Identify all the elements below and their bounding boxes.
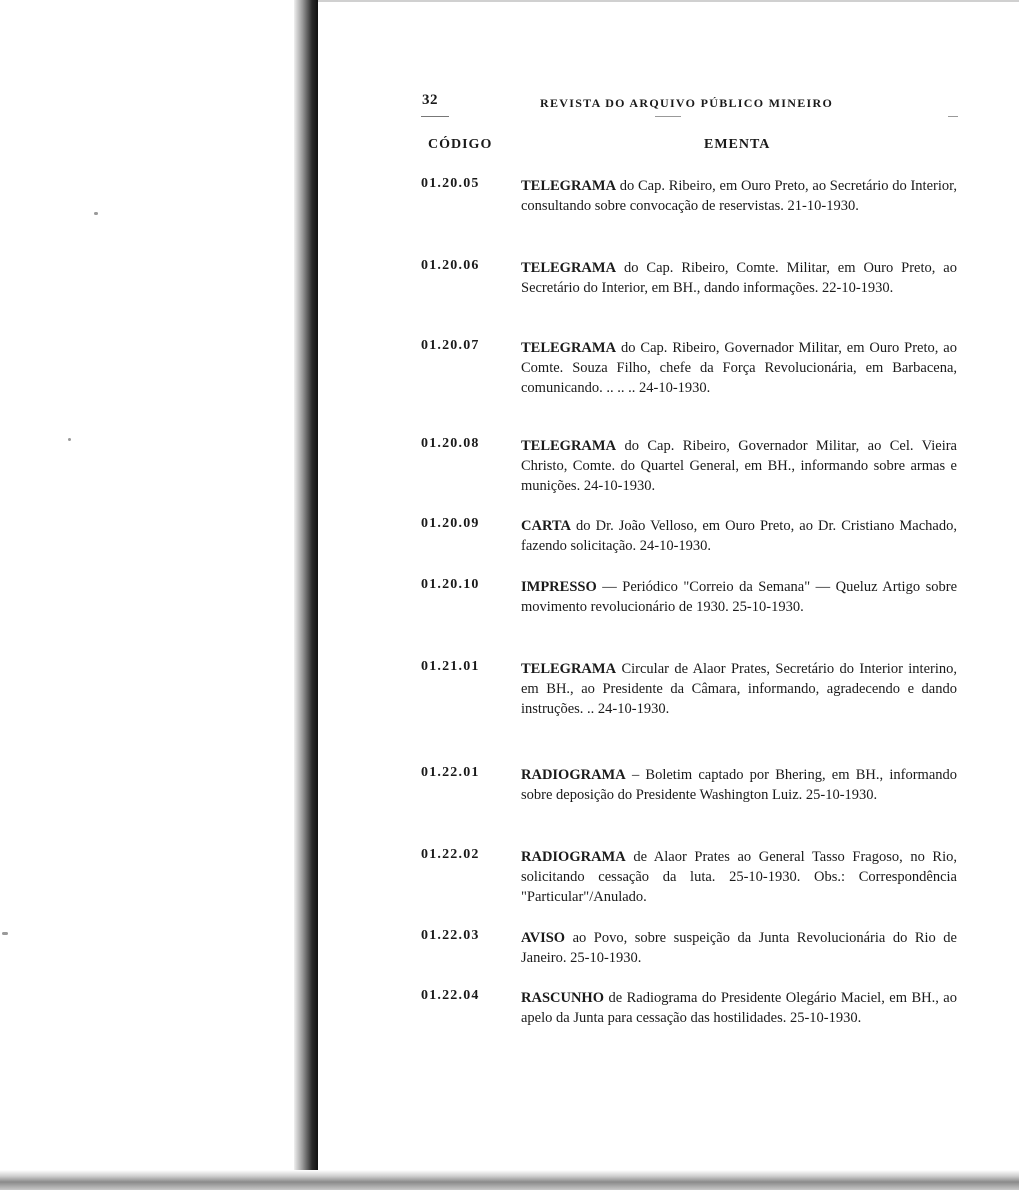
entry-description [521, 176, 957, 216]
entry-code: 01.22.02 [421, 847, 480, 862]
entry-text: de Alaor Prates ao General Tasso Fragoso, no Rio, solicitando cessação da luta. 25-10-1930. Obs.: Correspondência "Particular"/Anulado. [521, 849, 957, 905]
entry-text: do Dr. João Velloso, em Ouro Preto, ao Dr. Cristiano Machado, fazendo solicitação. 24-10-1930. [521, 518, 957, 554]
entry-text: Circular de Alaor Prates, Secretário do Interior interino, em BH., ao Presidente da Câmara, informando, agradecendo e dando instruções. .. 24-10-1930. [521, 661, 957, 717]
entry-keyword: IMPRESSO [521, 579, 597, 595]
entry-description [521, 577, 957, 617]
entry-code: 01.20.06 [421, 258, 480, 273]
entry-code: 01.20.07 [421, 338, 480, 353]
column-header-code: CÓDIGO [428, 137, 493, 152]
running-head-underline [655, 116, 681, 117]
entry-text: ao Povo, sobre suspeição da Junta Revolucionária do Rio de Janeiro. 25-10-1930. [521, 930, 957, 966]
entry-description [521, 258, 957, 298]
entry-description [521, 338, 957, 398]
entry-code: 01.21.01 [421, 659, 480, 674]
entry-description [521, 928, 957, 968]
entry-description [521, 516, 957, 556]
entry-description [521, 436, 957, 496]
entry-description [521, 659, 957, 719]
entry-text: do Cap. Ribeiro, Governador Militar, ao Cel. Vieira Christo, Comte. do Quartel General, em BH., informando sobre armas e munições. 24-10-1930. [521, 438, 957, 494]
entry-description [521, 988, 957, 1028]
entry-description [521, 847, 957, 907]
page-number: 32 [422, 92, 438, 108]
dust-speck [94, 212, 98, 215]
entry-code: 01.22.04 [421, 988, 480, 1003]
entry-code: 01.20.08 [421, 436, 480, 451]
entry-text: de Radiograma do Presidente Olegário Maciel, em BH., ao apelo da Junta para cessação das hostilidades. 25-10-1930. [521, 990, 957, 1026]
entry-text: do Cap. Ribeiro, em Ouro Preto, ao Secretário do Interior, consultando sobre convocação de reservistas. 21-10-1930. [521, 178, 957, 214]
running-head-tick [948, 116, 958, 117]
entry-code: 01.22.03 [421, 928, 480, 943]
entry-keyword: RADIOGRAMA [521, 767, 626, 783]
entry-keyword: AVISO [521, 930, 566, 946]
running-head: REVISTA DO ARQUIVO PÚBLICO MINEIRO [540, 96, 834, 110]
entry-keyword: RASCUNHO [521, 990, 604, 1006]
entry-text: do Cap. Ribeiro, Governador Militar, em Ouro Preto, ao Comte. Souza Filho, chefe da Força Revolucionária, em Barbacena, comunicando. .. .. .. 24-10-1930. [521, 340, 957, 396]
entry-text: – Boletim captado por Bhering, em BH., informando sobre deposição do Presidente Washington Luiz. 25-10-1930. [521, 767, 957, 803]
entry-keyword: CARTA [521, 518, 571, 534]
entry-keyword: TELEGRAMA [521, 178, 617, 194]
entry-code: 01.20.10 [421, 577, 480, 592]
bottom-edge [0, 1170, 1019, 1190]
entry-text: do Cap. Ribeiro, Comte. Militar, em Ouro Preto, ao Secretário do Interior, em BH., dando informações. 22-10-1930. [521, 260, 957, 296]
column-header-ementa: EMENTA [704, 137, 771, 152]
entry-code: 01.20.09 [421, 516, 480, 531]
dust-speck [2, 932, 8, 935]
top-edge [318, 0, 1019, 2]
binding-shadow [294, 0, 318, 1175]
entry-keyword: TELEGRAMA [521, 340, 617, 356]
entry-keyword: TELEGRAMA [521, 260, 617, 276]
page-margin [0, 0, 318, 1190]
entry-description [521, 765, 957, 805]
entry-keyword: TELEGRAMA [521, 438, 617, 454]
entry-code: 01.22.01 [421, 765, 480, 780]
entry-keyword: TELEGRAMA [521, 661, 617, 677]
page-number-underline [421, 116, 449, 117]
entry-keyword: RADIOGRAMA [521, 849, 626, 865]
entry-text: — Periódico "Correio da Semana" — Queluz Artigo sobre movimento revolucionário de 1930. 25-10-1930. [521, 579, 957, 615]
dust-speck [68, 438, 71, 441]
entry-code: 01.20.05 [421, 176, 480, 191]
